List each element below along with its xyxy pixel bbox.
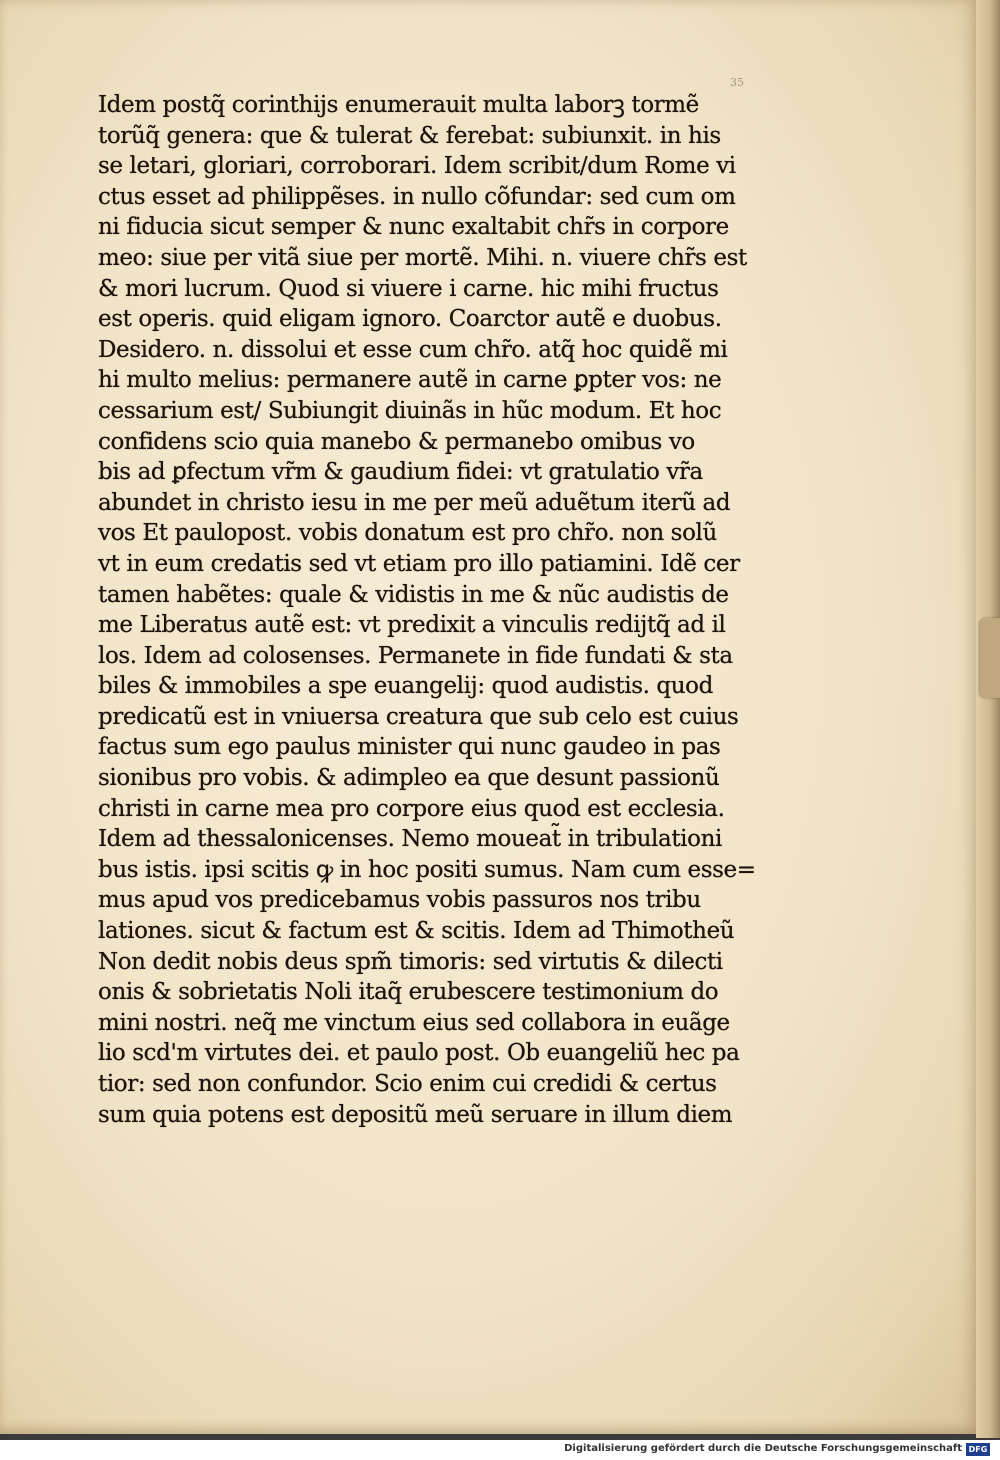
text-line: vos Et paulopost. vobis donatum est pro chr̃o. non solũ: [98, 520, 717, 547]
text-line: ni fiducia sicut semper & nunc exaltabit chr̃s in corpore: [98, 214, 729, 241]
text-line: meo: siue per vitã siue per mortẽ. Mihi. n. viuere chr̃s est: [98, 244, 747, 271]
text-line: se letari, gloriari, corroborari. Idem scribit/dum Rome vi: [98, 153, 736, 180]
text-line: confidens scio quia manebo & permanebo omibus vo: [98, 428, 695, 455]
text-line: me Liberatus autẽ est: vt predixit a vinculis redijtq̃ ad il: [98, 612, 726, 639]
text-line: Idem ad thessalonicenses. Nemo moueat̃ in tribulationi: [98, 826, 722, 853]
text-line: cessarium est/ Subiungit diuinãs in hũc modum. Et hoc: [98, 397, 722, 424]
text-line: biles & immobiles a spe euangelij: quod audistis. quod: [98, 673, 713, 700]
text-line: predicatũ est in vniuersa creatura que sub celo est cuius: [98, 703, 739, 730]
text-line: abundet in christo iesu in me per meũ aduẽtum iterũ ad: [98, 489, 731, 516]
footer-credit: Digitalisierung gefördert durch die Deutsche Forschungsgemeinschaft: [564, 1443, 962, 1454]
text-line: sum quia potens est depositũ meũ seruare in illum diem: [98, 1101, 733, 1128]
text-line: bus istis. ipsi scitis ꝙ in hoc positi sumus. Nam cum esse=: [98, 856, 756, 883]
text-line: Desidero. n. dissolui et esse cum chr̃o. atq̃ hoc quidẽ mi: [98, 336, 728, 363]
text-line: ctus esset ad philippẽses. in nullo cõfundar: sed cum om: [98, 183, 736, 210]
text-line: Non dedit nobis deus spm̃ timoris: sed virtutis & dilecti: [98, 948, 723, 975]
text-line: bis ad ꝑfectum vr̃m & gaudium fidei: vt gratulatio vr̃a: [98, 459, 703, 486]
text-line: mini nostri. neq̃ me vinctum eius sed collabora in euãge: [98, 1009, 730, 1036]
text-line: tior: sed non confundor. Scio enim cui credidi & certus: [98, 1071, 717, 1097]
footer-bar: [0, 1440, 1000, 1460]
page-edge: [976, 0, 1000, 1438]
text-line: onis & sobrietatis Noli itaq̃ erubescere testimonium do: [98, 979, 719, 1006]
page-tab-marker: [980, 618, 1000, 698]
text-line: christi in carne mea pro corpore eius quod est ecclesia.: [98, 795, 725, 822]
text-line: lio scd'm virtutes dei. et paulo post. Ob euangeliũ hec pa: [98, 1040, 740, 1067]
folio-mark: 35: [730, 76, 744, 89]
text-line: mus apud vos predicebamus vobis passuros nos tribu: [98, 887, 701, 914]
text-line: & mori lucrum. Quod si viuere i carne. hic mihi fructus: [98, 275, 719, 302]
dfg-logo-icon: DFG: [966, 1443, 990, 1456]
text-line: torũq̃ genera: que & tulerat & ferebat: subiunxit. in his: [98, 122, 721, 149]
text-line: vt in eum credatis sed vt etiam pro illo patiamini. Idẽ cer: [98, 550, 740, 577]
text-line: sionibus pro vobis. & adimpleo ea que desunt passionũ: [98, 765, 720, 792]
text-line: tamen habẽtes: quale & vidistis in me & nũc audistis de: [98, 581, 729, 608]
page-text-block: [98, 90, 798, 1130]
text-line: factus sum ego paulus minister qui nunc gaudeo in pas: [98, 734, 721, 761]
text-line: lationes. sicut & factum est & scitis. Idem ad Thimotheũ: [98, 918, 735, 945]
text-line: Idem postq̃ corinthijs enumerauit multa laborꝫ tormẽ: [98, 92, 699, 118]
text-line: los. Idem ad colosenses. Permanete in fide fundati & sta: [98, 642, 733, 669]
text-line: est operis. quid eligam ignoro. Coarctor autẽ e duobus.: [98, 306, 722, 333]
text-line: hi multo melius: permanere autẽ in carne ꝑpter vos: ne: [98, 367, 722, 394]
